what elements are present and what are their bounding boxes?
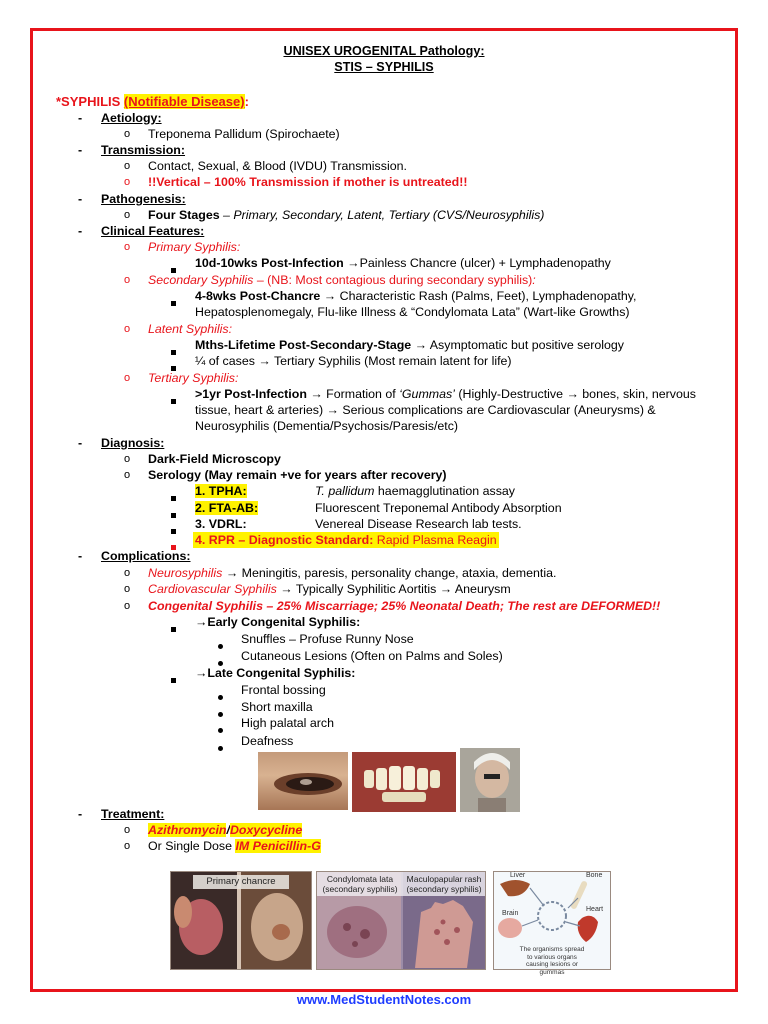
late-congenital-item: Short maxilla — [241, 700, 313, 714]
circle-bullet: o — [124, 323, 131, 335]
primary-chancre-image — [170, 871, 312, 970]
tertiary-organs-diagram — [493, 871, 611, 976]
clinical-label: Clinical Features: — [101, 224, 205, 238]
tertiary-syphilis-label: Tertiary Syphilis: — [148, 371, 239, 385]
circle-bullet: o — [124, 583, 131, 595]
late-congenital-label: →Late Congenital Syphilis: — [195, 666, 356, 680]
circle-bullet: o — [124, 241, 131, 253]
circle-bullet: o — [124, 160, 131, 172]
latent-syphilis-label: Latent Syphilis: — [148, 322, 233, 336]
tertiary-syphilis-item: >1yr Post-Infection → Formation of ‘Gummas’ (Highly-Destructive → bones, skin, nervous — [195, 387, 696, 401]
dot-bullet — [218, 739, 223, 755]
test-name: 3. VDRL: — [195, 517, 247, 531]
late-congenital-item: Deafness — [241, 734, 294, 748]
transmission-label: Transmission: — [101, 143, 186, 157]
dash-bullet: - — [78, 807, 83, 821]
page-subtitle: STIS – SYPHILIS — [334, 60, 434, 74]
diagnosis-label: Diagnosis: — [101, 436, 165, 450]
circle-bullet: o — [124, 824, 131, 836]
square-bullet — [171, 294, 176, 310]
tertiary-syphilis-item-cont2: Neurosyphilis (Dementia/Psychosis/Paresis/etc) — [195, 419, 459, 433]
aetiology-label: Aetiology: — [101, 111, 162, 125]
dash-bullet: - — [78, 143, 83, 157]
secondary-syphilis-image — [316, 871, 486, 970]
dash-bullet: - — [78, 549, 83, 563]
page-title: UNISEX UROGENITAL Pathology: — [283, 44, 485, 58]
circle-bullet: o — [124, 176, 131, 188]
complications-label: Complications: — [101, 549, 191, 563]
test-desc: Fluorescent Treponemal Antibody Absorption — [315, 501, 562, 515]
test-desc: T. pallidum haemagglutination assay — [315, 484, 515, 498]
square-bullet — [171, 671, 176, 687]
dot-bullet — [218, 688, 223, 704]
circle-bullet: o — [124, 274, 131, 286]
teeth-image — [352, 752, 456, 812]
circle-bullet: o — [124, 372, 131, 384]
treatment-item: Azithromycin/Doxycycline — [148, 823, 303, 837]
primary-chancre-caption: Primary chancre — [206, 876, 276, 887]
secondary-syphilis-item-cont: Hepatosplenomegaly, Flu-like Illness & “Condylomata Lata” (Wart-like Growths) — [195, 305, 630, 319]
test-rpr: 4. RPR – Diagnostic Standard: Rapid Plasma Reagin — [195, 533, 497, 547]
eye-photo — [258, 752, 348, 810]
maculopapular-caption: Maculopapular rash (secondary syphilis) — [406, 874, 482, 894]
dark-field-item: Dark-Field Microscopy — [148, 452, 281, 466]
dash-bullet: - — [78, 111, 83, 125]
circle-bullet: o — [124, 453, 131, 465]
heart-label: Heart — [586, 906, 604, 913]
circle-bullet: o — [124, 469, 131, 481]
circle-bullet: o — [124, 840, 131, 852]
early-congenital-item: Snuffles – Profuse Runny Nose — [241, 632, 414, 646]
face-image — [460, 748, 520, 812]
cardiovascular-item: Cardiovascular Syphilis → Typically Syphilitic Aortitis → Aneurysm — [148, 582, 511, 596]
aetiology-item: Treponema Pallidum (Spirochaete) — [148, 127, 340, 141]
bone-label: Bone — [586, 872, 603, 879]
transmission-item: Contact, Sexual, & Blood (IVDU) Transmission. — [148, 159, 407, 173]
brain-label: Brain — [502, 910, 519, 917]
late-congenital-item: High palatal arch — [241, 716, 334, 730]
square-bullet — [171, 489, 176, 505]
square-bullet — [171, 506, 176, 522]
test-name: 2. FTA-AB: — [195, 501, 259, 515]
section-heading: *SYPHILIS (Notifiable Disease): — [56, 94, 249, 109]
treatment-item-2: Or Single Dose IM Penicillin-G — [148, 839, 321, 853]
neurosyphilis-item: Neurosyphilis → Meningitis, paresis, personality change, ataxia, dementia. — [148, 566, 557, 580]
organs-caption: The organisms spread to various organs causing lesions or gummas — [519, 946, 585, 976]
circle-bullet: o — [124, 567, 131, 579]
footer-website[interactable]: www.MedStudentNotes.com — [296, 992, 472, 1007]
liver-label: Liver — [510, 872, 526, 879]
transmission-vertical: !!Vertical – 100% Transmission if mother is untreated!! — [148, 175, 468, 189]
secondary-syphilis-label: Secondary Syphilis – (NB: Most contagious during secondary syphilis): — [148, 273, 536, 287]
late-congenital-item: Frontal bossing — [241, 683, 326, 697]
dot-bullet — [218, 637, 223, 653]
circle-bullet: o — [124, 600, 131, 612]
early-congenital-item: Cutaneous Lesions (Often on Palms and Soles) — [241, 649, 503, 663]
secondary-syphilis-item: 4-8wks Post-Chancre → Characteristic Rash (Palms, Feet), Lymphadenopathy, — [195, 289, 637, 303]
circle-bullet: o — [124, 209, 131, 221]
pathogenesis-label: Pathogenesis: — [101, 192, 186, 206]
dot-bullet — [218, 705, 223, 721]
test-name: 1. TPHA: — [195, 484, 247, 498]
eye-image — [258, 752, 348, 810]
primary-syphilis-item: 10d-10wks Post-Infection →Painless Chancre (ulcer) + Lymphadenopathy — [195, 256, 611, 270]
primary-syphilis-label: Primary Syphilis: — [148, 240, 241, 254]
square-bullet — [171, 392, 176, 408]
tertiary-syphilis-item-cont: tissue, heart & arteries) → Serious complications are Cardiovascular (Aneurysms) & — [195, 403, 656, 417]
face-photo — [460, 748, 520, 812]
pathogenesis-item: Four Stages – Primary, Secondary, Latent, Tertiary (CVS/Neurosyphilis) — [148, 208, 545, 222]
dash-bullet: - — [78, 224, 83, 238]
circle-bullet: o — [124, 128, 131, 140]
serology-item: Serology (May remain +ve for years after recovery) — [148, 468, 447, 482]
dot-bullet — [218, 721, 223, 737]
condylomata-caption: Condylomata lata (secondary syphilis) — [322, 874, 398, 894]
dash-bullet: - — [78, 192, 83, 206]
dash-bullet: - — [78, 436, 83, 450]
congenital-item: Congenital Syphilis – 25% Miscarriage; 25% Neonatal Death; The rest are DEFORMED!! — [148, 599, 661, 613]
square-bullet — [171, 620, 176, 636]
test-desc: Venereal Disease Research lab tests. — [315, 517, 522, 531]
square-bullet — [171, 343, 176, 359]
early-congenital-label: →Early Congenital Syphilis: — [195, 615, 361, 629]
latent-syphilis-item: Mths-Lifetime Post-Secondary-Stage → Asymptomatic but positive serology — [195, 338, 624, 352]
latent-syphilis-item-2: ¼ of cases → Tertiary Syphilis (Most remain latent for life) — [195, 354, 512, 368]
square-bullet — [171, 522, 176, 538]
treatment-label: Treatment: — [101, 807, 165, 821]
teeth-photo — [352, 752, 456, 812]
